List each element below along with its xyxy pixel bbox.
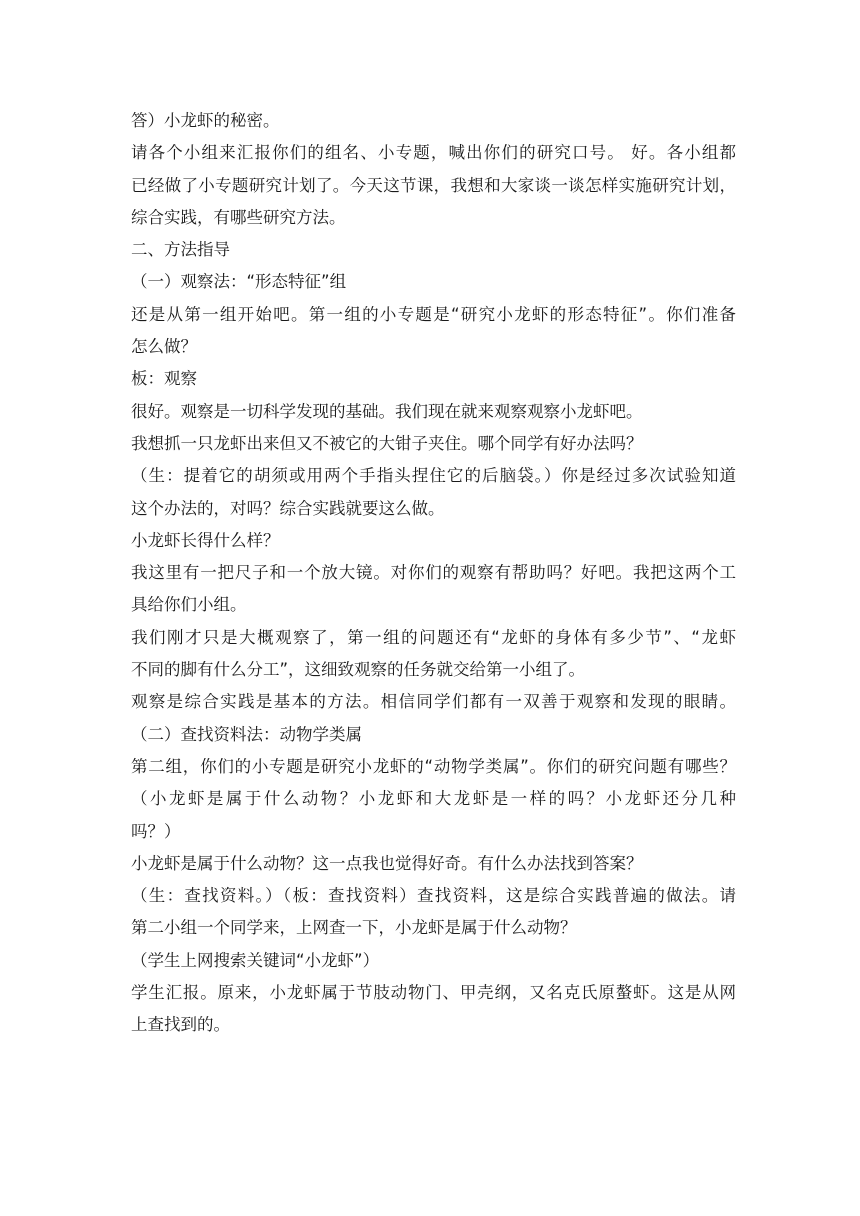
text-line: 怎么做？: [131, 337, 197, 357]
text-line: 我这里有一把尺子和一个放大镜。对你们的观察有帮助吗？好吧。我把这两个工: [131, 563, 736, 583]
text-line: （二）查找资料法：动物学类属: [131, 724, 362, 744]
text-line: 已经做了小专题研究计划了。今天这节课，我想和大家谈一谈怎样实施研究计划，: [131, 175, 736, 195]
text-line: 请各个小组来汇报你们的组名、小专题，喊出你们的研究口号。 好。各小组都: [131, 143, 736, 163]
text-line: 学生汇报。原来，小龙虾属于节肢动物门、甲壳纲，又名克氏原螯虾。这是从网: [131, 983, 736, 1003]
text-line: 观察是综合实践是基本的方法。相信同学们都有一双善于观察和发现的眼睛。: [131, 692, 736, 712]
document-body: [131, 105, 736, 1042]
text-line: 还是从第一组开始吧。第一组的小专题是“研究小龙虾的形态特征”。你们准备: [131, 304, 736, 324]
text-line: 很好。观察是一切科学发现的基础。我们现在就来观察观察小龙虾吧。: [131, 401, 643, 421]
text-line: 第二小组一个同学来，上网查一下，小龙虾是属于什么动物？: [131, 918, 577, 938]
text-line: 综合实践，有哪些研究方法。: [131, 207, 346, 227]
text-line: （一）观察法：“形态特征”组: [131, 272, 347, 292]
text-line: （生：提着它的胡须或用两个手指头捏住它的后脑袋。）你是经过多次试验知道: [131, 466, 736, 486]
text-line: （学生上网搜索关键词“小龙虾”）: [131, 950, 380, 970]
text-line: 第二组，你们的小专题是研究小龙虾的“动物学类属”。你们的研究问题有哪些？: [131, 756, 736, 776]
text-line: 具给你们小组。: [131, 595, 247, 615]
text-line: 我们刚才只是大概观察了，第一组的问题还有“龙虾的身体有多少节”、“龙虾: [131, 627, 736, 647]
text-line: 这个办法的，对吗？综合实践就要这么做。: [131, 498, 445, 518]
text-line: 小龙虾长得什么样？: [131, 530, 280, 550]
text-line: （小龙虾是属于什么动物？小龙虾和大龙虾是一样的吗？小龙虾还分几种: [131, 789, 736, 809]
text-line: 板：观察: [131, 369, 197, 389]
text-line: （生：查找资料。）（板：查找资料）查找资料，这是综合实践普遍的做法。请: [131, 886, 736, 906]
text-line: 吗？）: [131, 821, 181, 841]
text-line: 答）小龙虾的秘密。: [131, 111, 280, 130]
text-line: 我想抓一只龙虾出来但又不被它的大钳子夹住。哪个同学有好办法吗？: [131, 433, 643, 453]
text-line: 二、方法指导: [131, 240, 230, 260]
text-line: 上查找到的。: [131, 1015, 230, 1035]
text-line: 小龙虾是属于什么动物？这一点我也觉得好奇。有什么办法找到答案？: [131, 853, 643, 873]
text-line: 不同的脚有什么分工”，这细致观察的任务就交给第一小组了。: [131, 660, 586, 680]
